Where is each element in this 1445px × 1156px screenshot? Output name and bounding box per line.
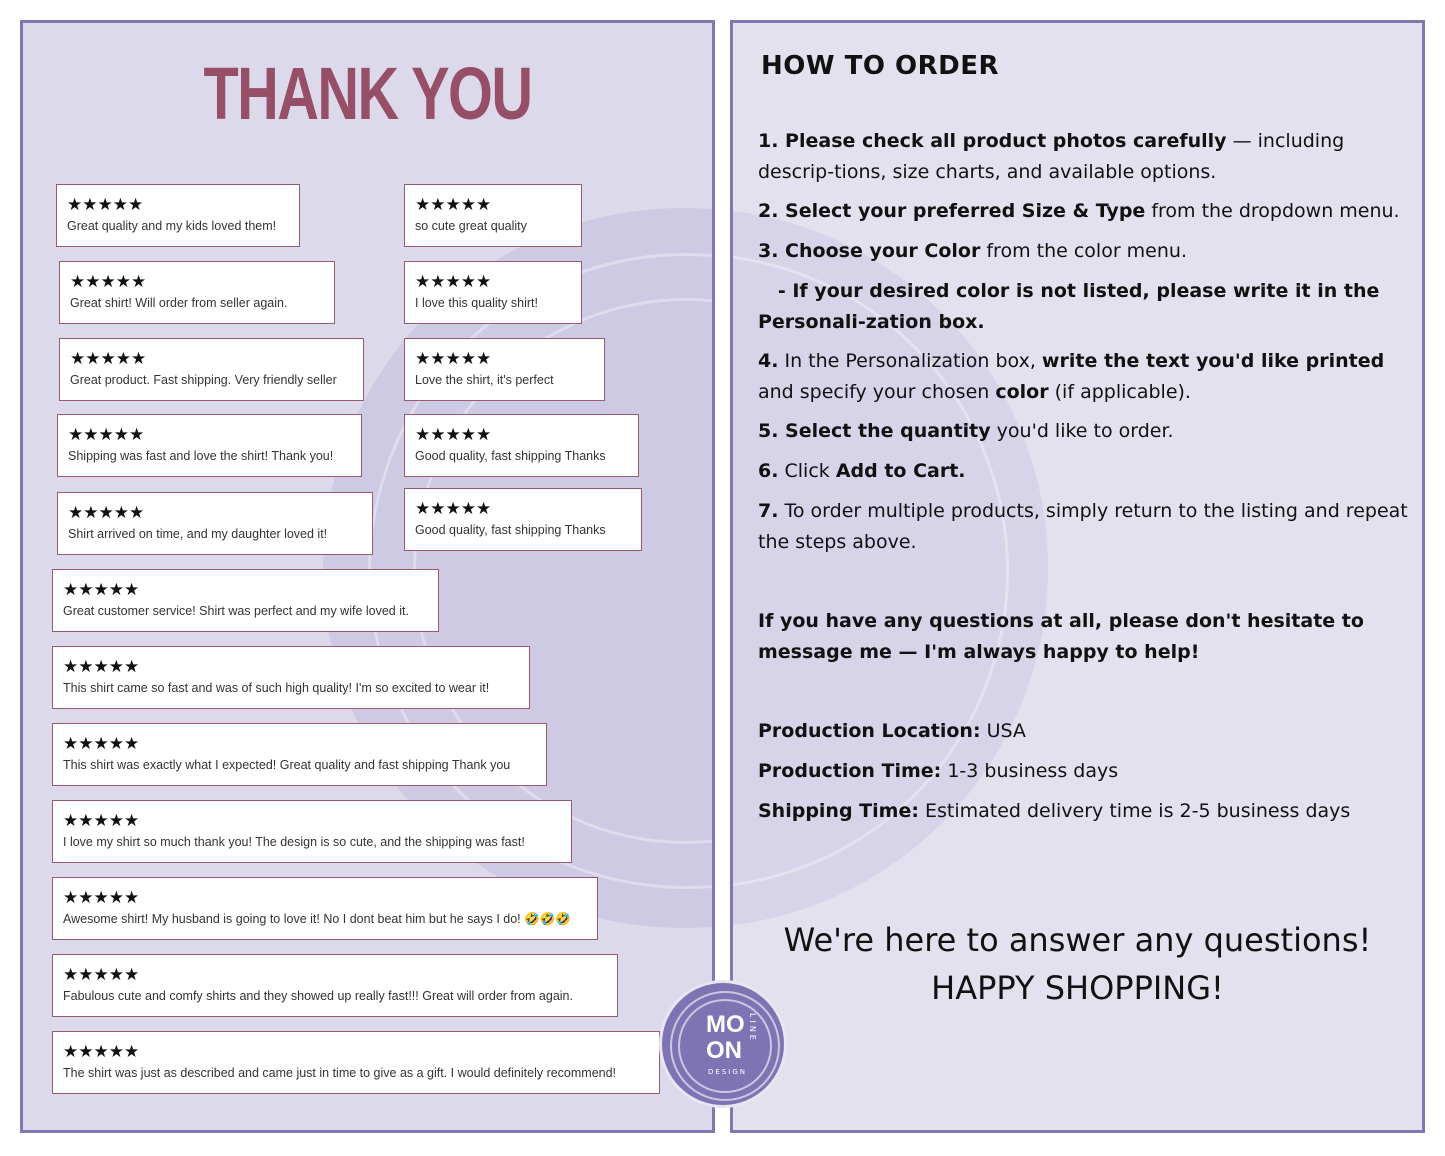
production-location <box>758 716 1408 747</box>
how-to-order-title: HOW TO ORDER <box>761 51 999 81</box>
star-rating: ★★★★★ <box>415 499 492 519</box>
closing-line-1: We're here to answer any questions! <box>783 921 1372 959</box>
step-4-bold-color: color <box>995 381 1049 403</box>
review-card <box>52 954 618 1017</box>
star-rating: ★★★★★ <box>415 195 492 215</box>
step-5-bold: 5. Select the quantity <box>758 420 991 442</box>
review-text: Awesome shirt! My husband is going to love it! No I dont beat him but he says I do! 🤣🤣🤣 <box>63 912 571 926</box>
review-text: so cute great quality <box>415 219 527 233</box>
review-text: I love my shirt so much thank you! The design is so cute, and the shipping was fast! <box>63 835 525 849</box>
star-rating: ★★★★★ <box>67 195 144 215</box>
review-card <box>52 646 530 709</box>
review-text: Great shirt! Will order from seller again. <box>70 296 288 310</box>
step-4-number: 4. <box>758 350 779 372</box>
thank-you-panel <box>20 20 715 1133</box>
step-6-number: 6. <box>758 460 779 482</box>
review-text: Good quality, fast shipping Thanks <box>415 449 606 463</box>
review-text: Great quality and my kids loved them! <box>67 219 277 233</box>
review-card <box>57 492 373 555</box>
logo-text-bottom: ON <box>706 1037 742 1064</box>
review-text: Love the shirt, it's perfect <box>415 373 554 387</box>
step-3-note: - If your desired color is not listed, please write it in the Personali-zation box. <box>758 280 1386 333</box>
star-rating: ★★★★★ <box>63 888 140 908</box>
star-rating: ★★★★★ <box>63 965 140 985</box>
production-time-value: 1-3 business days <box>941 760 1119 782</box>
step-4-text-c: (if applicable). <box>1048 381 1191 403</box>
review-text: Fabulous cute and comfy shirts and they showed up really fast!!! Great will order from again. <box>63 989 573 1003</box>
step-7-number: 7. <box>758 500 779 522</box>
logo-subtext: DESIGN <box>708 1068 747 1076</box>
production-location-value: USA <box>980 720 1026 742</box>
shipping-time-label: Shipping Time: <box>758 800 919 822</box>
production-time-label: Production Time: <box>758 760 942 782</box>
review-card <box>59 338 364 401</box>
review-text: Shipping was fast and love the shirt! Thank you! <box>68 449 334 463</box>
review-card <box>52 569 439 632</box>
step-6-bold: Add to Cart. <box>835 460 966 482</box>
review-card <box>52 1031 660 1094</box>
step-5 <box>758 416 1408 447</box>
step-2 <box>758 196 1408 227</box>
step-4 <box>758 346 1408 408</box>
logo-text-top: MO <box>706 1011 745 1038</box>
brand-logo <box>659 980 787 1108</box>
star-rating: ★★★★★ <box>63 811 140 831</box>
step-4-text-a: In the Personalization box, <box>778 350 1042 372</box>
review-card <box>404 414 639 477</box>
thank-you-title: THANK YOU <box>203 52 532 135</box>
review-text: This shirt was exactly what I expected! Great quality and fast shipping Thank you <box>63 758 511 772</box>
star-rating: ★★★★★ <box>415 272 492 292</box>
review-text: Great customer service! Shirt was perfect and my wife loved it. <box>63 604 409 618</box>
star-rating: ★★★★★ <box>70 272 147 292</box>
step-6-text: Click <box>778 460 836 482</box>
step-6 <box>758 456 1408 487</box>
star-rating: ★★★★★ <box>68 503 145 523</box>
review-card <box>52 877 598 940</box>
star-rating: ★★★★★ <box>63 1042 140 1062</box>
logo-side-text: LINE <box>748 1013 757 1043</box>
star-rating: ★★★★★ <box>63 734 140 754</box>
review-text: Great product. Fast shipping. Very friendly seller <box>70 373 337 387</box>
review-card <box>57 414 362 477</box>
star-rating: ★★★★★ <box>63 580 140 600</box>
step-2-text: from the dropdown menu. <box>1145 200 1400 222</box>
review-text: I love this quality shirt! <box>415 296 538 310</box>
step-3-text: from the color menu. <box>980 240 1187 262</box>
production-time <box>758 756 1408 787</box>
review-card <box>56 184 300 247</box>
star-rating: ★★★★★ <box>415 425 492 445</box>
review-card <box>404 338 605 401</box>
step-4-bold: write the text you'd like printed <box>1041 350 1385 372</box>
step-1-text: — including descrip-tions, size charts, and available options. <box>758 130 1345 183</box>
star-rating: ★★★★★ <box>68 425 145 445</box>
review-card <box>52 723 547 786</box>
step-3 <box>758 236 1408 267</box>
star-rating: ★★★★★ <box>70 349 147 369</box>
closing-line-2: HAPPY SHOPPING! <box>931 969 1224 1007</box>
step-7 <box>758 496 1408 558</box>
star-rating: ★★★★★ <box>63 657 140 677</box>
step-7-text: To order multiple products, simply return to the listing and repeat the steps above. <box>758 500 1408 553</box>
step-4-text-b: and specify your chosen <box>758 381 996 403</box>
review-card <box>404 184 582 247</box>
step-1-bold: 1. Please check all product photos carefully <box>758 130 1227 152</box>
shipping-time <box>758 796 1408 827</box>
review-text: This shirt came so fast and was of such high quality! I'm so excited to wear it! <box>63 681 490 695</box>
review-card <box>404 488 642 551</box>
review-card <box>59 261 335 324</box>
star-rating: ★★★★★ <box>415 349 492 369</box>
review-text: Good quality, fast shipping Thanks <box>415 523 606 537</box>
step-5-text: you'd like to order. <box>990 420 1174 442</box>
questions-note: If you have any questions at all, please don't hesitate to message me — I'm always happy to help! <box>758 610 1364 663</box>
review-text: Shirt arrived on time, and my daughter loved it! <box>68 527 328 541</box>
step-2-bold: 2. Select your preferred Size & Type <box>758 200 1146 222</box>
review-card <box>404 261 582 324</box>
review-text: The shirt was just as described and came just in time to give as a gift. I would definitely recommend! <box>63 1066 617 1080</box>
review-card <box>52 800 572 863</box>
step-1 <box>758 126 1408 188</box>
production-location-label: Production Location: <box>758 720 981 742</box>
step-3-bold: 3. Choose your Color <box>758 240 981 262</box>
shipping-time-value: Estimated delivery time is 2-5 business days <box>918 800 1351 822</box>
how-to-order-panel <box>730 20 1425 1133</box>
